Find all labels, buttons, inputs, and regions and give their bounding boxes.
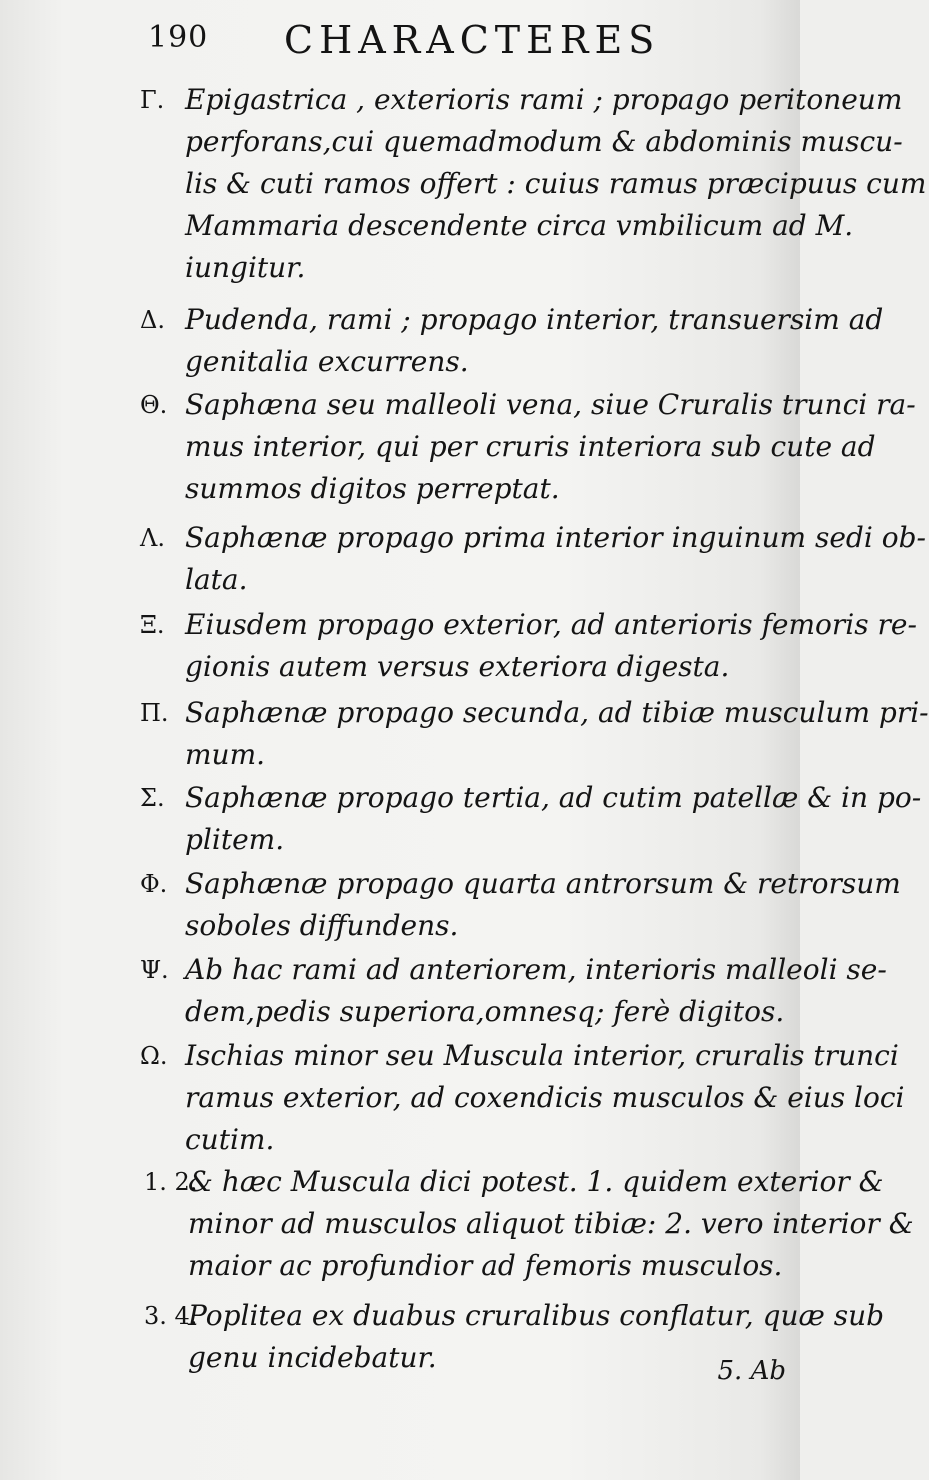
entry-line: summos digitos perreptat. bbox=[185, 472, 560, 505]
entry-line: Saphænæ propago prima interior inguinum sedi ob- bbox=[185, 521, 926, 554]
entry-marker: Φ. bbox=[140, 870, 168, 898]
entry-line: iungitur. bbox=[185, 251, 306, 284]
entry-line: perforans,cui quemadmodum & abdominis muscu- bbox=[185, 125, 903, 158]
entry-marker: Π. bbox=[140, 699, 169, 727]
entry-line: plitem. bbox=[185, 823, 285, 856]
entry-line: Saphænæ propago quarta antrorsum & retrorsum bbox=[185, 867, 901, 900]
entry-line: minor ad musculos aliquot tibiæ: 2. vero interior & bbox=[188, 1207, 914, 1240]
entry-line: maior ac profundior ad femoris musculos. bbox=[188, 1249, 783, 1282]
entry-line: lis & cuti ramos offert : cuius ramus præcipuus cum bbox=[185, 167, 927, 200]
entry-line: Saphænæ propago secunda, ad tibiæ musculum pri- bbox=[185, 696, 929, 729]
entry-line: cutim. bbox=[185, 1123, 275, 1156]
entry-line: genu incidebatur. bbox=[188, 1341, 437, 1374]
entry-marker: Θ. bbox=[140, 391, 168, 419]
entry-line: gionis autem versus exteriora digesta. bbox=[185, 650, 730, 683]
entry-marker: 1. 2. bbox=[144, 1168, 198, 1196]
entry-line: & hæc Muscula dici potest. 1. quidem exterior & bbox=[188, 1165, 884, 1198]
entry-marker: Δ. bbox=[140, 306, 165, 334]
entry-marker: Σ. bbox=[140, 784, 165, 812]
entry-line: Epigastrica , exterioris rami ; propago peritoneum bbox=[185, 83, 903, 116]
entry-line: Eiusdem propago exterior, ad anterioris femoris re- bbox=[185, 608, 917, 641]
entry-line: Mammaria descendente circa vmbilicum ad M. bbox=[185, 209, 854, 242]
entry-line: mum. bbox=[185, 738, 266, 771]
entry-marker: Ψ. bbox=[140, 956, 169, 984]
entry-line: Poplitea ex duabus cruralibus conflatur, quæ sub bbox=[188, 1299, 885, 1332]
entry-line: Saphæna seu malleoli vena, siue Cruralis trunci ra- bbox=[185, 388, 916, 421]
entry-line: Saphænæ propago tertia, ad cutim patellæ & in po- bbox=[185, 781, 922, 814]
entry-line: Ischias minor seu Muscula interior, cruralis trunci bbox=[185, 1039, 899, 1072]
entry-line: Pudenda, rami ; propago interior, transuersim ad bbox=[185, 303, 884, 336]
entry-marker: Ω. bbox=[140, 1042, 168, 1070]
entry-marker: Ξ. bbox=[140, 611, 165, 639]
entry-line: ramus exterior, ad coxendicis musculos & eius loci bbox=[185, 1081, 905, 1114]
entry-line: mus interior, qui per cruris interiora sub cute ad bbox=[185, 430, 876, 463]
entry-line: dem,pedis superiora,omnesq; ferè digitos. bbox=[185, 995, 785, 1028]
entry-line: soboles diffundens. bbox=[185, 909, 459, 942]
entry-marker: Λ. bbox=[140, 524, 165, 552]
entry-marker: Γ. bbox=[140, 86, 165, 114]
entry-line: Ab hac rami ad anteriorem, interioris malleoli se- bbox=[185, 953, 887, 986]
entry-line: lata. bbox=[185, 563, 248, 596]
running-head: CHARACTERES bbox=[284, 18, 661, 62]
page-number: 190 bbox=[148, 20, 209, 55]
entry-marker: 3. 4. bbox=[144, 1302, 198, 1330]
catchword: 5. Ab bbox=[717, 1356, 786, 1386]
entry-line: genitalia excurrens. bbox=[185, 345, 469, 378]
